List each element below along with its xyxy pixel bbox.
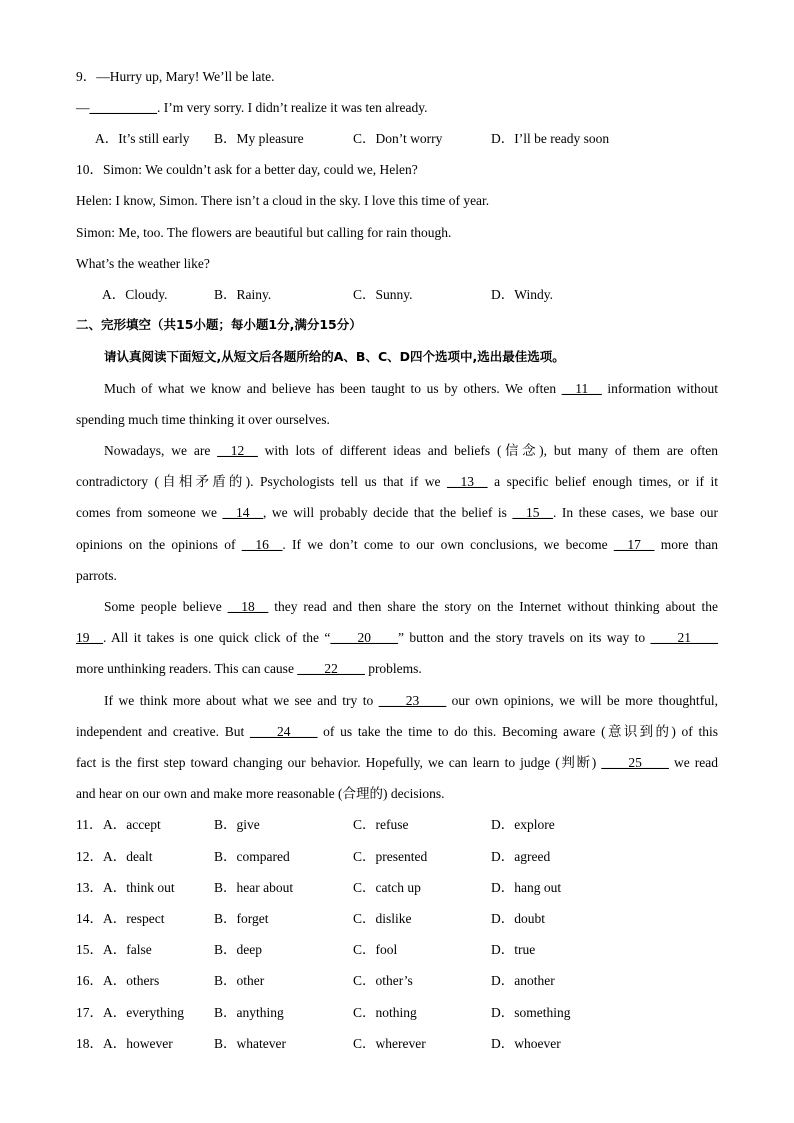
passage-line: comes from someone we __14__, we will probably decide that the belief is __15__. In these cases, we base our (76, 505, 718, 520)
question-10-prompt: What’s the weather like? (76, 256, 210, 271)
answer-number: 17． (76, 1005, 103, 1020)
answer-option-b: B．compared (214, 849, 290, 864)
answer-option-b: B．forget (214, 911, 269, 926)
question-9-reply (76, 100, 718, 116)
answer-option-c: C．fool (353, 942, 398, 957)
dash: — (76, 100, 90, 115)
question-9-option-a: A．It’s still early (95, 131, 190, 146)
passage-line: fact is the first step toward changing our behavior. Hopefully, we can learn to judge (判断) ____25____ we read (76, 755, 718, 770)
answer-number: 18． (76, 1036, 103, 1051)
passage-line: opinions on the opinions of __16__. If we don’t come to our own conclusions, we become __17__ more than (76, 537, 719, 552)
passage-line: Much of what we know and believe has been taught to us by others. We often __11__ information without (104, 381, 718, 396)
answer-option-a: A．think out (103, 880, 175, 895)
answer-number: 13． (76, 880, 103, 895)
answer-option-d: D．something (491, 1005, 571, 1020)
blank-15: __15__ (512, 505, 553, 520)
passage-line: independent and creative. But ____24____ of us take the time to do this. Becoming aware (意识到的) of this (76, 724, 718, 739)
question-9-stem: 9．—Hurry up, Mary! We’ll be late. (76, 69, 275, 84)
passage-line: spending much time thinking it over ourselves. (76, 412, 330, 427)
answer-option-a: A．accept (103, 817, 161, 832)
question-10-dialog-line: Helen: I know, Simon. There isn’t a cloud in the sky. I love this time of year. (76, 193, 490, 208)
answer-option-c: C．refuse (353, 817, 409, 832)
blank-19: 19__ (76, 630, 103, 645)
answer-option-c: C．catch up (353, 880, 421, 895)
question-9-option-c: C．Don’t worry (353, 131, 443, 146)
passage-line: parrots. (76, 568, 117, 583)
passage-line: Some people believe __18__ they read and then share the story on the Internet without thinking about the (104, 599, 718, 614)
answer-option-d: D．whoever (491, 1036, 561, 1051)
answer-option-a: A．dealt (103, 849, 153, 864)
question-10-stem: 10．Simon: We couldn’t ask for a better day, could we, Helen? (76, 162, 418, 177)
question-10-option-d: D．Windy. (491, 287, 553, 302)
passage-line: Nowadays, we are __12__ with lots of different ideas and beliefs (信念), but many of them are often (104, 443, 718, 458)
question-9-option-d: D．I’ll be ready soon (491, 131, 610, 146)
answer-option-b: B．give (214, 817, 260, 832)
answer-option-d: D．explore (491, 817, 555, 832)
blank-13: __13__ (447, 474, 488, 489)
answer-option-d: D．true (491, 942, 536, 957)
passage-line: contradictory (自相矛盾的). Psychologists tell us that if we __13__ a specific belief enough times, or if it (76, 474, 719, 489)
answer-option-c: C．presented (353, 849, 428, 864)
answer-option-b: B．anything (214, 1005, 284, 1020)
blank-24: ____24____ (249, 724, 318, 739)
answer-option-a: A．everything (103, 1005, 184, 1020)
answer-option-b: B．hear about (214, 880, 294, 895)
question-10-dialog-line: Simon: Me, too. The flowers are beautiful but calling for rain though. (76, 225, 452, 240)
blank-21: ____21____ (650, 630, 718, 645)
answer-option-d: D．another (491, 973, 555, 988)
blank-25: ____25____ (601, 755, 669, 770)
passage-line: If we think more about what we see and try to ____23____ our own opinions, we will be more thoughtful, (104, 693, 718, 708)
answer-number: 11． (76, 817, 103, 832)
passage-line: more unthinking readers. This can cause ____22____ problems. (76, 661, 422, 676)
blank-20: ____20____ (330, 630, 398, 645)
answer-option-d: D．doubt (491, 911, 545, 926)
question-10-option-a: A．Cloudy. (102, 287, 168, 302)
blank-17: __17__ (613, 537, 655, 552)
answer-option-b: B．whatever (214, 1036, 286, 1051)
answer-option-a: A．respect (103, 911, 165, 926)
section-heading: 二、完形填空（共15小题；每小题1分,满分15分） (76, 317, 362, 332)
answer-option-d: D．hang out (491, 880, 562, 895)
answer-number: 14． (76, 911, 103, 926)
answer-number: 16． (76, 973, 103, 988)
answer-option-b: B．deep (214, 942, 262, 957)
answer-blank: __________ (89, 100, 157, 115)
blank-16: __16__ (241, 537, 283, 552)
answer-option-c: C．other’s (353, 973, 413, 988)
blank-14: __14__ (222, 505, 264, 520)
answer-option-a: A．others (103, 973, 160, 988)
blank-22: ____22____ (297, 661, 365, 676)
answer-number: 15． (76, 942, 103, 957)
passage-line: 19__. All it takes is one quick click of the “____20____” button and the story travels on its way to ____21____ (76, 630, 718, 645)
blank-11: __11__ (561, 381, 602, 396)
section-instruction: 请认真阅读下面短文,从短文后各题所给的A、B、C、D四个选项中,选出最佳选项。 (104, 349, 565, 364)
answer-option-a: A．false (103, 942, 152, 957)
answer-option-c: C．nothing (353, 1005, 417, 1020)
answer-option-b: B．other (214, 973, 265, 988)
answer-number: 12． (76, 849, 103, 864)
answer-option-a: A．however (103, 1036, 173, 1051)
question-10-option-c: C．Sunny. (353, 287, 413, 302)
blank-23: ____23____ (378, 693, 447, 708)
answer-option-c: C．dislike (353, 911, 412, 926)
blank-12: __12__ (217, 443, 258, 458)
answer-option-c: C．wherever (353, 1036, 426, 1051)
question-9-option-b: B．My pleasure (214, 131, 304, 146)
reply-text: . I’m very sorry. I didn’t realize it was ten already. (157, 100, 428, 115)
question-10-option-b: B．Rainy. (214, 287, 272, 302)
passage-line: and hear on our own and make more reasonable (合理的) decisions. (76, 786, 445, 801)
answer-option-d: D．agreed (491, 849, 551, 864)
blank-18: __18__ (227, 599, 269, 614)
